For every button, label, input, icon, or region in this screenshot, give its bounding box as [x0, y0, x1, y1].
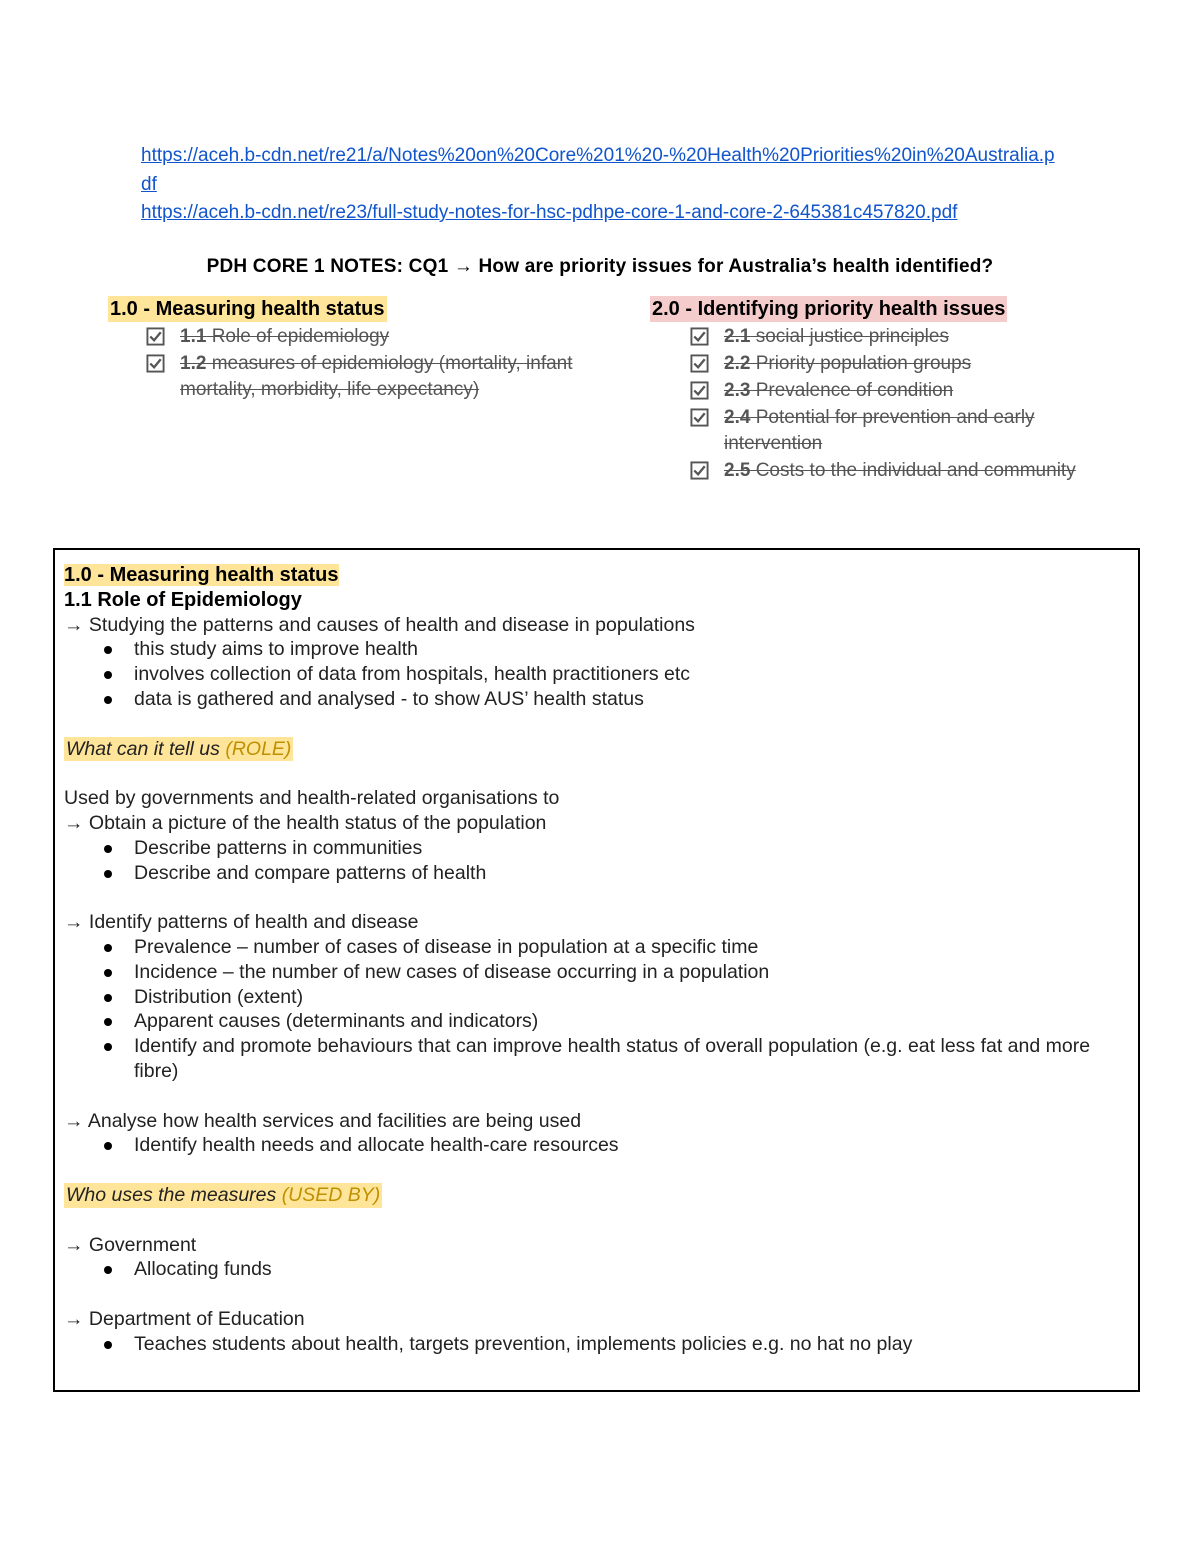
list-item: Allocating funds — [134, 1257, 1124, 1282]
analyse-list — [64, 1133, 1124, 1158]
list-item: Distribution (extent) — [134, 985, 1124, 1010]
obtain-line: → Obtain a picture of the health status of the population — [64, 811, 547, 834]
checklist-item — [146, 351, 638, 403]
role-tag: (ROLE) — [225, 737, 292, 760]
used-by-line: Used by governments and health-related organisations to — [64, 787, 560, 810]
item-text: social justice principles — [750, 326, 949, 347]
checked-box-icon[interactable] — [690, 354, 709, 373]
notes-content — [64, 563, 1124, 1357]
item-number: 1.2 — [180, 353, 207, 374]
item-number: 1.1 — [180, 326, 207, 347]
right-column — [650, 296, 1110, 485]
heading-measuring-health-status: 1.0 - Measuring health status — [110, 298, 385, 320]
list-item: Incidence – the number of new cases of disease occurring in a population — [134, 960, 1124, 985]
list-item: data is gathered and analysed - to show AUS’ health status — [134, 687, 1124, 712]
page-title: PDH CORE 1 NOTES: CQ1 → How are priority issues for Australia’s health identified? — [206, 256, 994, 277]
identify-line: → Identify patterns of health and disease — [64, 911, 419, 934]
checklist-item — [690, 458, 1110, 484]
checked-box-icon[interactable] — [690, 381, 709, 400]
checked-box-icon[interactable] — [690, 327, 709, 346]
box-heading: 1.0 - Measuring health status — [64, 564, 339, 586]
list-item: Describe patterns in communities — [134, 836, 1124, 861]
reference-links — [141, 142, 1061, 228]
obtain-list — [64, 836, 1124, 886]
checked-box-icon[interactable] — [146, 327, 165, 346]
link-full-study-notes[interactable]: https://aceh.b-cdn.net/re23/full-study-notes-for-hsc-pdhpe-core-1-and-core-2-645381c457820.pdf — [141, 202, 958, 223]
role-label — [64, 737, 293, 762]
checklist-item — [146, 324, 638, 350]
left-checklist — [108, 324, 638, 403]
checklist-item — [690, 324, 1110, 350]
checked-box-icon[interactable] — [690, 408, 709, 427]
item-number: 2.1 — [724, 326, 751, 347]
list-item: Teaches students about health, targets prevention, implements policies e.g. no hat no play — [134, 1332, 1124, 1357]
checked-box-icon[interactable] — [146, 354, 165, 373]
checked-box-icon[interactable] — [690, 461, 709, 480]
item-text: measures of epidemiology (mortality, infant mortality, morbidity, life expectancy) — [180, 353, 573, 400]
used-by-label-text: Who uses the measures — [66, 1183, 282, 1206]
government-line: → Government — [64, 1233, 197, 1256]
list-item: Describe and compare patterns of health — [134, 861, 1124, 886]
item-text: Prevalence of condition — [750, 380, 954, 401]
intro-line: → Studying the patterns and causes of health and disease in populations — [64, 613, 695, 636]
education-line: → Department of Education — [64, 1307, 305, 1330]
used-by-tag: (USED BY) — [281, 1183, 381, 1206]
list-item: involves collection of data from hospitals, health practitioners etc — [134, 662, 1124, 687]
link-core1-notes[interactable]: https://aceh.b-cdn.net/re21/a/Notes%20on%20Core%201%20-%20Health%20Priorities%20in%20Australia.pdf — [141, 145, 1055, 195]
checklist-item — [690, 378, 1110, 404]
item-number: 2.3 — [724, 380, 751, 401]
left-column — [108, 296, 638, 404]
item-text: Potential for prevention and early intervention — [724, 407, 1035, 454]
list-item: Prevalence – number of cases of disease in population at a specific time — [134, 935, 1124, 960]
item-number: 2.4 — [724, 407, 751, 428]
list-item: this study aims to improve health — [134, 637, 1124, 662]
right-checklist — [650, 324, 1110, 484]
education-list — [64, 1332, 1124, 1357]
list-item: Identify health needs and allocate health-care resources — [134, 1133, 1124, 1158]
heading-identifying-priority-issues: 2.0 - Identifying priority health issues — [652, 298, 1006, 320]
checklist-item — [690, 405, 1110, 457]
analyse-line: → Analyse how health services and facilities are being used — [64, 1109, 582, 1132]
item-number: 2.2 — [724, 353, 751, 374]
identify-list — [64, 935, 1124, 1084]
used-by-label — [64, 1183, 382, 1208]
item-text: Priority population groups — [750, 353, 972, 374]
role-label-text: What can it tell us — [66, 737, 226, 760]
government-list — [64, 1257, 1124, 1282]
box-subheading: 1.1 Role of Epidemiology — [64, 588, 302, 611]
item-number: 2.5 — [724, 460, 751, 481]
list-item: Identify and promote behaviours that can improve health status of overall population (e.g. eat less fat and more fibre) — [134, 1034, 1124, 1084]
notes-box — [53, 548, 1140, 1392]
list-item: Apparent causes (determinants and indicators) — [134, 1009, 1124, 1034]
item-text: Role of epidemiology — [206, 326, 390, 347]
item-text: Costs to the individual and community — [750, 460, 1076, 481]
checklist-item — [690, 351, 1110, 377]
intro-list — [64, 637, 1124, 711]
